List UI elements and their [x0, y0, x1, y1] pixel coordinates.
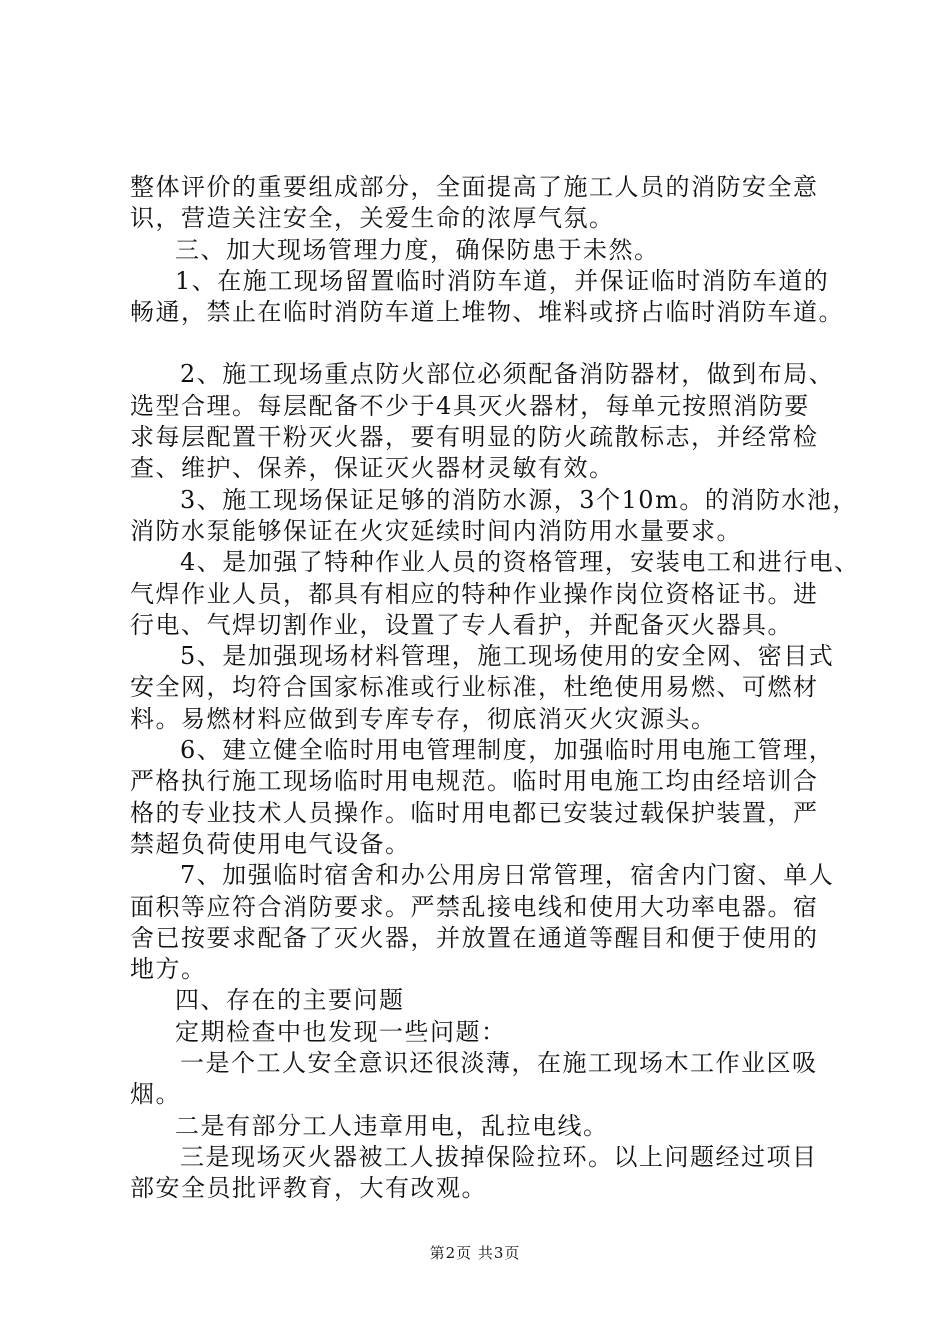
- text-line: 料。易燃材料应做到专库专存，彻底消灭火灾源头。: [130, 704, 717, 733]
- text-line: 6、建立健全临时用电管理制度，加强临时用电施工管理，: [180, 736, 835, 765]
- text-line: 舍已按要求配备了灭火器，并放置在通道等醒目和便于使用的: [130, 923, 819, 952]
- text-line: 部安全员批评教育，大有改观。: [130, 1174, 487, 1203]
- text-line: 7、加强临时宿舍和办公用房日常管理，宿舍内门窗、单人: [180, 861, 835, 890]
- section-heading: 四、存在的主要问题: [175, 986, 405, 1015]
- text-line: 二是有部分工人违章用电，乱拉电线。: [175, 1111, 609, 1140]
- text-line: 1、在施工现场留置临时消防车道，并保证临时消防车道的: [175, 266, 830, 295]
- text-line: 格的专业技术人员操作。临时用电都已安装过载保护装置，严: [130, 798, 819, 827]
- text-line: 选型合理。每层配备不少于4具灭火器材，每单元按照消防要: [130, 391, 810, 420]
- text-line: 定期检查中也发现一些问题：: [175, 1017, 507, 1046]
- text-line: 4、是加强了特种作业人员的资格管理，安装电工和进行电、: [180, 548, 860, 577]
- text-line: 地方。: [130, 955, 207, 984]
- text-line: 5、是加强现场材料管理，施工现场使用的安全网、密目式: [180, 642, 835, 671]
- text-line: 三是现场灭火器被工人拔掉保险拉环。以上问题经过项目: [180, 1142, 818, 1171]
- text-line: 严格执行施工现场临时用电规范。临时用电施工均由经培训合: [130, 767, 819, 796]
- document-body: [130, 172, 860, 1205]
- text-line: 行电、气焊切割作业，设置了专人看护，并配备灭火器具。: [130, 610, 793, 639]
- text-line: 一是个工人安全意识还很淡薄，在施工现场木工作业区吸: [180, 1049, 818, 1078]
- text-line: 2、施工现场重点防火部位必须配备消防器材，做到布局、: [180, 360, 835, 389]
- text-line: 安全网，均符合国家标准或行业标准，杜绝使用易燃、可燃材: [130, 673, 819, 702]
- text-line: 烟。: [130, 1080, 181, 1109]
- paragraph-gap: [130, 328, 840, 359]
- text-line: 禁超负荷使用电气设备。: [130, 829, 411, 858]
- page-number-footer: 第2页 共3页: [429, 1244, 521, 1262]
- text-line: 识，营造关注安全，关爱生命的浓厚气氛。: [130, 204, 615, 233]
- text-line: 面积等应符合消防要求。严禁乱接电线和使用大功率电器。宿: [130, 892, 819, 921]
- text-line: 查、维护、保养，保证灭火器材灵敏有效。: [130, 454, 615, 483]
- section-heading: 三、加大现场管理力度，确保防患于未然。: [175, 235, 660, 264]
- text-line: 求每层配置干粉灭火器，要有明显的防火疏散标志，并经常检: [130, 423, 819, 452]
- text-line: 气焊作业人员，都具有相应的特种作业操作岗位资格证书。进: [130, 579, 819, 608]
- text-line: 消防水泵能够保证在火灾延续时间内消防用水量要求。: [130, 516, 742, 545]
- text-line: 整体评价的重要组成部分，全面提高了施工人员的消防安全意: [130, 173, 819, 201]
- text-line: 畅通，禁止在临时消防车道上堆物、堆料或挤占临时消防车道。: [130, 298, 844, 327]
- text-line: 3、施工现场保证足够的消防水源，3个10m。的消防水池，: [180, 485, 858, 514]
